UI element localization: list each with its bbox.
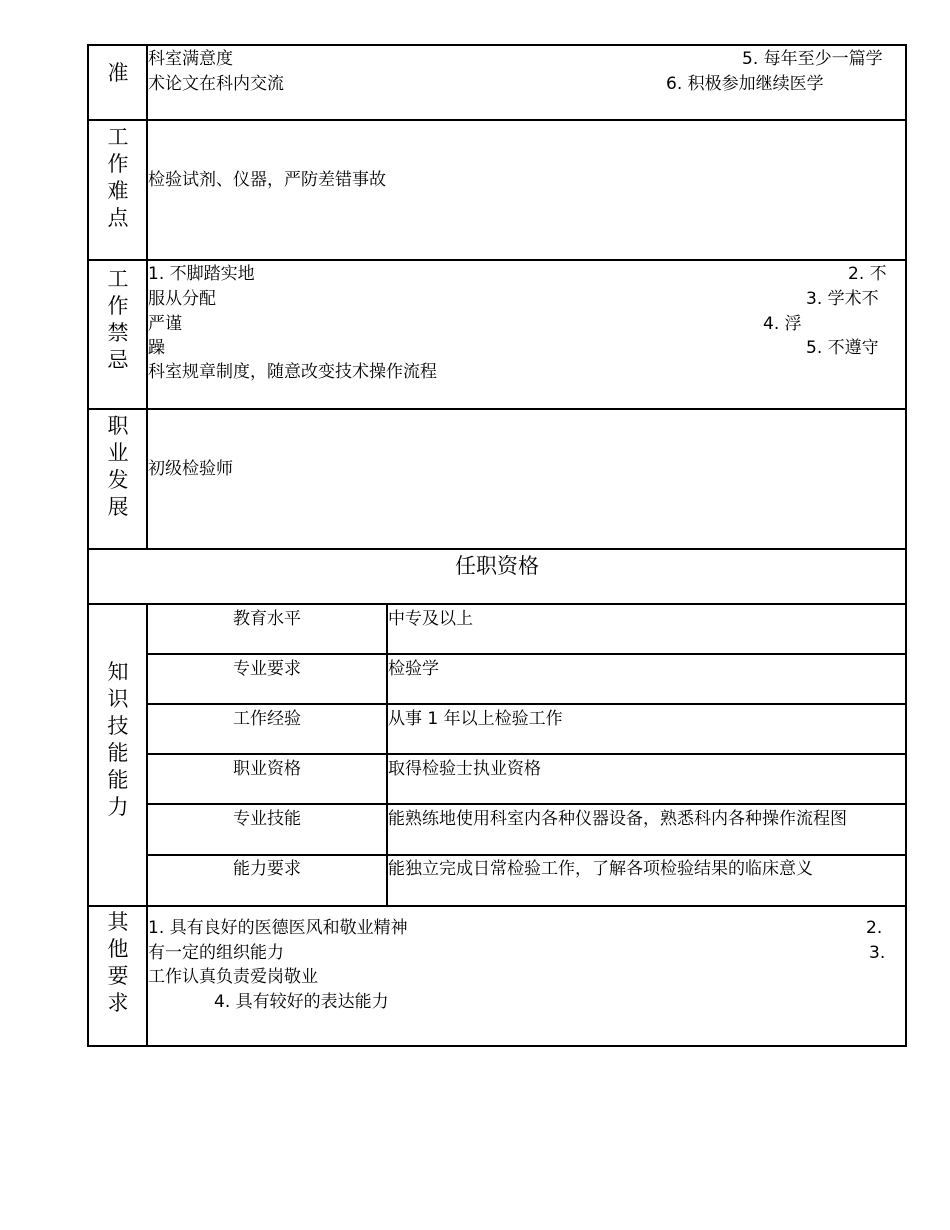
- sub-row-divider: [146, 753, 907, 755]
- qualification-title: 任职资格: [455, 554, 539, 578]
- row-divider: [87, 119, 907, 121]
- taboo-line-6: 4. 浮: [763, 314, 802, 334]
- other-line-5: 工作认真负责爱岗敬业: [148, 967, 318, 987]
- qual-name-experience: 工作经验: [233, 709, 301, 729]
- qual-name-ability: 能力要求: [233, 859, 301, 879]
- row-divider: [87, 548, 907, 550]
- other-line-1: 1. 具有良好的医德医风和敬业精神: [148, 918, 408, 938]
- taboo-line-1: 1. 不脚踏实地: [148, 264, 255, 284]
- other-line-3: 有一定的组织能力: [148, 943, 284, 963]
- other-line-4: 3.: [869, 943, 886, 963]
- taboo-line-4: 3. 学术不: [806, 289, 879, 309]
- qualification-label: 知 识 技 能 能 力: [107, 660, 129, 819]
- qual-name-major: 专业要求: [233, 659, 301, 679]
- other-label: 其 他 要 求: [107, 910, 129, 1015]
- sub-row-divider: [146, 803, 907, 805]
- taboo-line-3: 服从分配: [148, 289, 216, 309]
- row-divider: [87, 259, 907, 261]
- qual-value-ability: 能独立完成日常检验工作，了解各项检验结果的临床意义: [388, 859, 813, 879]
- other-line-2: 2.: [866, 918, 883, 938]
- qual-name-skills: 专业技能: [233, 809, 301, 829]
- standard-line-1: 科室满意度: [148, 49, 233, 69]
- qual-value-major: 检验学: [388, 659, 439, 679]
- form-table: [87, 44, 907, 1047]
- standard-line-3: 术论文在科内交流: [148, 74, 284, 94]
- taboo-line-5: 严谨: [148, 314, 182, 334]
- qual-name-certification: 职业资格: [233, 759, 301, 779]
- taboo-line-2: 2. 不: [848, 264, 887, 284]
- taboo-line-7: 躁: [148, 338, 165, 358]
- other-line-6: 4. 具有较好的表达能力: [214, 992, 389, 1012]
- difficulty-label: 工 作 难 点: [107, 125, 129, 230]
- sub-row-divider: [146, 854, 907, 856]
- qual-name-education: 教育水平: [233, 609, 301, 629]
- taboo-line-9: 科室规章制度，随意改变技术操作流程: [148, 362, 437, 382]
- standard-label: 准: [107, 61, 129, 85]
- taboo-line-8: 5. 不遵守: [806, 338, 879, 358]
- sub-row-divider: [146, 653, 907, 655]
- qual-value-education: 中专及以上: [388, 609, 473, 629]
- taboo-label: 工 作 禁 忌: [107, 267, 129, 372]
- qual-value-skills: 能熟练地使用科室内各种仪器设备，熟悉科内各种操作流程图: [388, 809, 847, 829]
- career-label: 职 业 发 展: [107, 414, 129, 519]
- standard-line-4: 6. 积极参加继续医学: [666, 74, 824, 94]
- career-text: 初级检验师: [148, 459, 233, 479]
- row-divider: [87, 905, 907, 907]
- qual-value-certification: 取得检验士执业资格: [388, 759, 541, 779]
- row-divider: [87, 408, 907, 410]
- difficulty-text: 检验试剂、仪器，严防差错事故: [148, 170, 386, 190]
- sub-row-divider: [146, 703, 907, 705]
- row-divider: [87, 603, 907, 605]
- qual-value-experience: 从事 1 年以上检验工作: [388, 709, 563, 729]
- standard-line-2: 5. 每年至少一篇学: [742, 49, 883, 69]
